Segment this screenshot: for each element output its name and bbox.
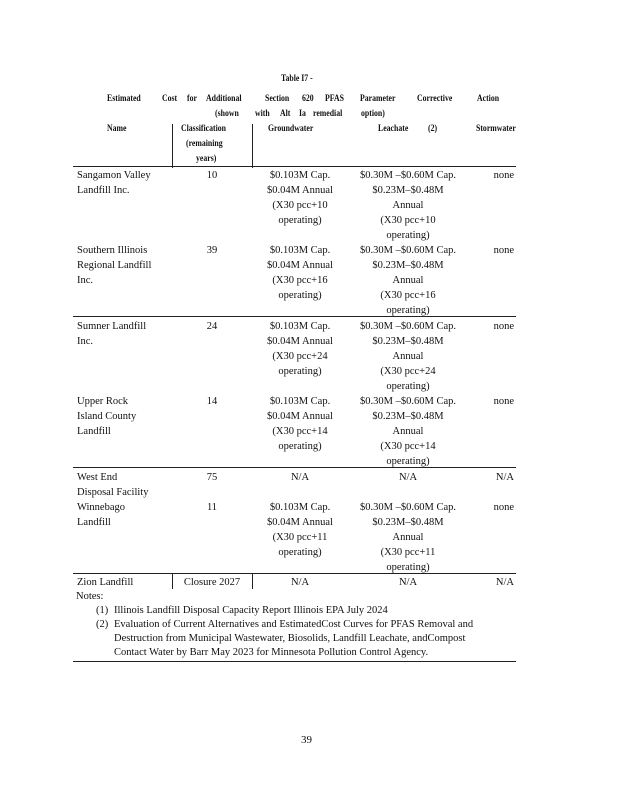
header-note-ref: (2) (428, 124, 438, 134)
title-word: Section (265, 94, 290, 104)
groundwater-cost: (X30 pcc+10 (272, 200, 328, 211)
stormwater-cost: none (493, 170, 514, 181)
leachate-cost: Annual (392, 275, 424, 286)
title-word: 620 (302, 94, 314, 104)
stormwater-cost: none (493, 502, 514, 513)
groundwater-cost: $0.04M Annual (267, 185, 333, 196)
landfill-name: Southern Illinois (77, 245, 148, 256)
title-word: Cost (162, 94, 178, 104)
remaining-years: 24 (206, 321, 218, 332)
column-divider (172, 574, 173, 589)
remaining-years: 75 (206, 472, 218, 483)
stormwater-cost: N/A (495, 577, 514, 588)
title-word: Parameter (360, 94, 396, 104)
title-line-1: Table I7 - (281, 74, 313, 84)
groundwater-cost: operating) (278, 441, 322, 452)
landfill-name: Island County (77, 411, 137, 422)
landfill-name: Sumner Landfill (77, 321, 147, 332)
header-groundwater: Groundwater (268, 124, 314, 134)
leachate-cost: (X30 pcc+14 (380, 441, 436, 452)
leachate-cost: Annual (392, 532, 424, 543)
leachate-cost: (X30 pcc+24 (380, 366, 436, 377)
leachate-cost: $0.23M–$0.48M (372, 336, 444, 347)
landfill-name: Regional Landfill (77, 260, 152, 271)
groundwater-cost: $0.04M Annual (267, 336, 333, 347)
remaining-years: Closure 2027 (183, 577, 241, 588)
notes-heading: Notes: (76, 591, 104, 602)
landfill-name: Winnebago (77, 502, 125, 513)
stormwater-cost: none (493, 321, 514, 332)
leachate-cost: $0.30M –$0.60M Cap. (360, 321, 456, 332)
header-leachate: Leachate (378, 124, 409, 134)
landfill-name: Disposal Facility (77, 487, 149, 498)
groundwater-cost: $0.103M Cap. (269, 245, 331, 256)
title-word: PFAS (325, 94, 344, 104)
title-word: Alt (280, 109, 291, 119)
leachate-cost: Annual (392, 200, 424, 211)
stormwater-cost: none (493, 245, 514, 256)
groundwater-cost: (X30 pcc+11 (272, 532, 328, 543)
landfill-name: Inc. (77, 275, 94, 286)
groundwater-cost: $0.04M Annual (267, 260, 333, 271)
leachate-cost: N/A (398, 577, 418, 588)
leachate-cost: operating) (386, 230, 430, 241)
title-word: Corrective (417, 94, 453, 104)
leachate-cost: Annual (392, 351, 424, 362)
title-word: Action (477, 94, 500, 104)
groundwater-cost: (X30 pcc+16 (272, 275, 328, 286)
note-text: Contact Water by Barr May 2023 for Minnesota Pollution Control Agency. (114, 647, 429, 658)
landfill-name: Inc. (77, 336, 94, 347)
note-text: Destruction from Municipal Wastewater, Biosolids, Landfill Leachate, andCompost (114, 633, 466, 644)
stormwater-cost: none (493, 396, 514, 407)
leachate-cost: $0.30M –$0.60M Cap. (360, 502, 456, 513)
leachate-cost: operating) (386, 562, 430, 573)
leachate-cost: $0.23M–$0.48M (372, 185, 444, 196)
leachate-cost: $0.30M –$0.60M Cap. (360, 170, 456, 181)
header-classification: Classification (181, 124, 227, 134)
header-classification-unit: years) (196, 154, 217, 164)
leachate-cost: operating) (386, 456, 430, 467)
landfill-name: Landfill Inc. (77, 185, 130, 196)
landfill-name: Upper Rock (77, 396, 129, 407)
title-word: Ia (299, 109, 306, 119)
groundwater-cost: $0.103M Cap. (269, 170, 331, 181)
title-word: option) (361, 109, 385, 119)
remaining-years: 39 (206, 245, 218, 256)
landfill-name: Landfill (77, 517, 111, 528)
column-divider (252, 574, 253, 589)
leachate-cost: Annual (392, 426, 424, 437)
header-name: Name (107, 124, 127, 134)
leachate-cost: $0.23M–$0.48M (372, 260, 444, 271)
groundwater-cost: $0.04M Annual (267, 411, 333, 422)
landfill-name: Landfill (77, 426, 111, 437)
landfill-name: Sangamon Valley (77, 170, 151, 181)
groundwater-cost: (X30 pcc+14 (272, 426, 328, 437)
landfill-name: West End (77, 472, 118, 483)
groundwater-cost: operating) (278, 215, 322, 226)
groundwater-cost: $0.103M Cap. (269, 502, 331, 513)
note-number: (2) (96, 619, 109, 630)
groundwater-cost: N/A (290, 577, 310, 588)
groundwater-cost: N/A (290, 472, 310, 483)
leachate-cost: $0.30M –$0.60M Cap. (360, 396, 456, 407)
title-word: (shown (215, 109, 239, 119)
note-text: Evaluation of Current Alternatives and EstimatedCost Curves for PFAS Removal and (114, 619, 474, 630)
note-text: Illinois Landfill Disposal Capacity Report Illinois EPA July 2024 (114, 605, 388, 616)
leachate-cost: N/A (398, 472, 418, 483)
table-top-rule (73, 166, 516, 167)
title-word: Additional (206, 94, 242, 104)
leachate-cost: $0.23M–$0.48M (372, 517, 444, 528)
groundwater-cost: (X30 pcc+24 (272, 351, 328, 362)
stormwater-cost: N/A (495, 472, 514, 483)
groundwater-cost: $0.04M Annual (267, 517, 333, 528)
groundwater-cost: $0.103M Cap. (269, 396, 331, 407)
table-bottom-rule (73, 661, 516, 662)
note-number: (1) (96, 605, 109, 616)
header-stormwater: Stormwater (476, 124, 516, 134)
remaining-years: 11 (206, 502, 218, 513)
landfill-name: Zion Landfill (77, 577, 134, 588)
leachate-cost: (X30 pcc+10 (380, 215, 436, 226)
title-word: remedial (313, 109, 343, 119)
remaining-years: 14 (206, 396, 218, 407)
leachate-cost: $0.23M–$0.48M (372, 411, 444, 422)
title-word: for (187, 94, 197, 104)
leachate-cost: (X30 pcc+16 (380, 290, 436, 301)
groundwater-cost: operating) (278, 366, 322, 377)
leachate-cost: operating) (386, 305, 430, 316)
title-word: with (255, 109, 270, 119)
column-divider (252, 124, 253, 168)
column-divider (172, 124, 173, 168)
page-number: 39 (301, 734, 312, 746)
groundwater-cost: operating) (278, 290, 322, 301)
leachate-cost: $0.30M –$0.60M Cap. (360, 245, 456, 256)
groundwater-cost: operating) (278, 547, 322, 558)
remaining-years: 10 (206, 170, 218, 181)
leachate-cost: (X30 pcc+11 (380, 547, 436, 558)
groundwater-cost: $0.103M Cap. (269, 321, 331, 332)
header-classification-sub: (remaining (186, 139, 223, 149)
leachate-cost: operating) (386, 381, 430, 392)
title-word: Estimated (107, 94, 141, 104)
